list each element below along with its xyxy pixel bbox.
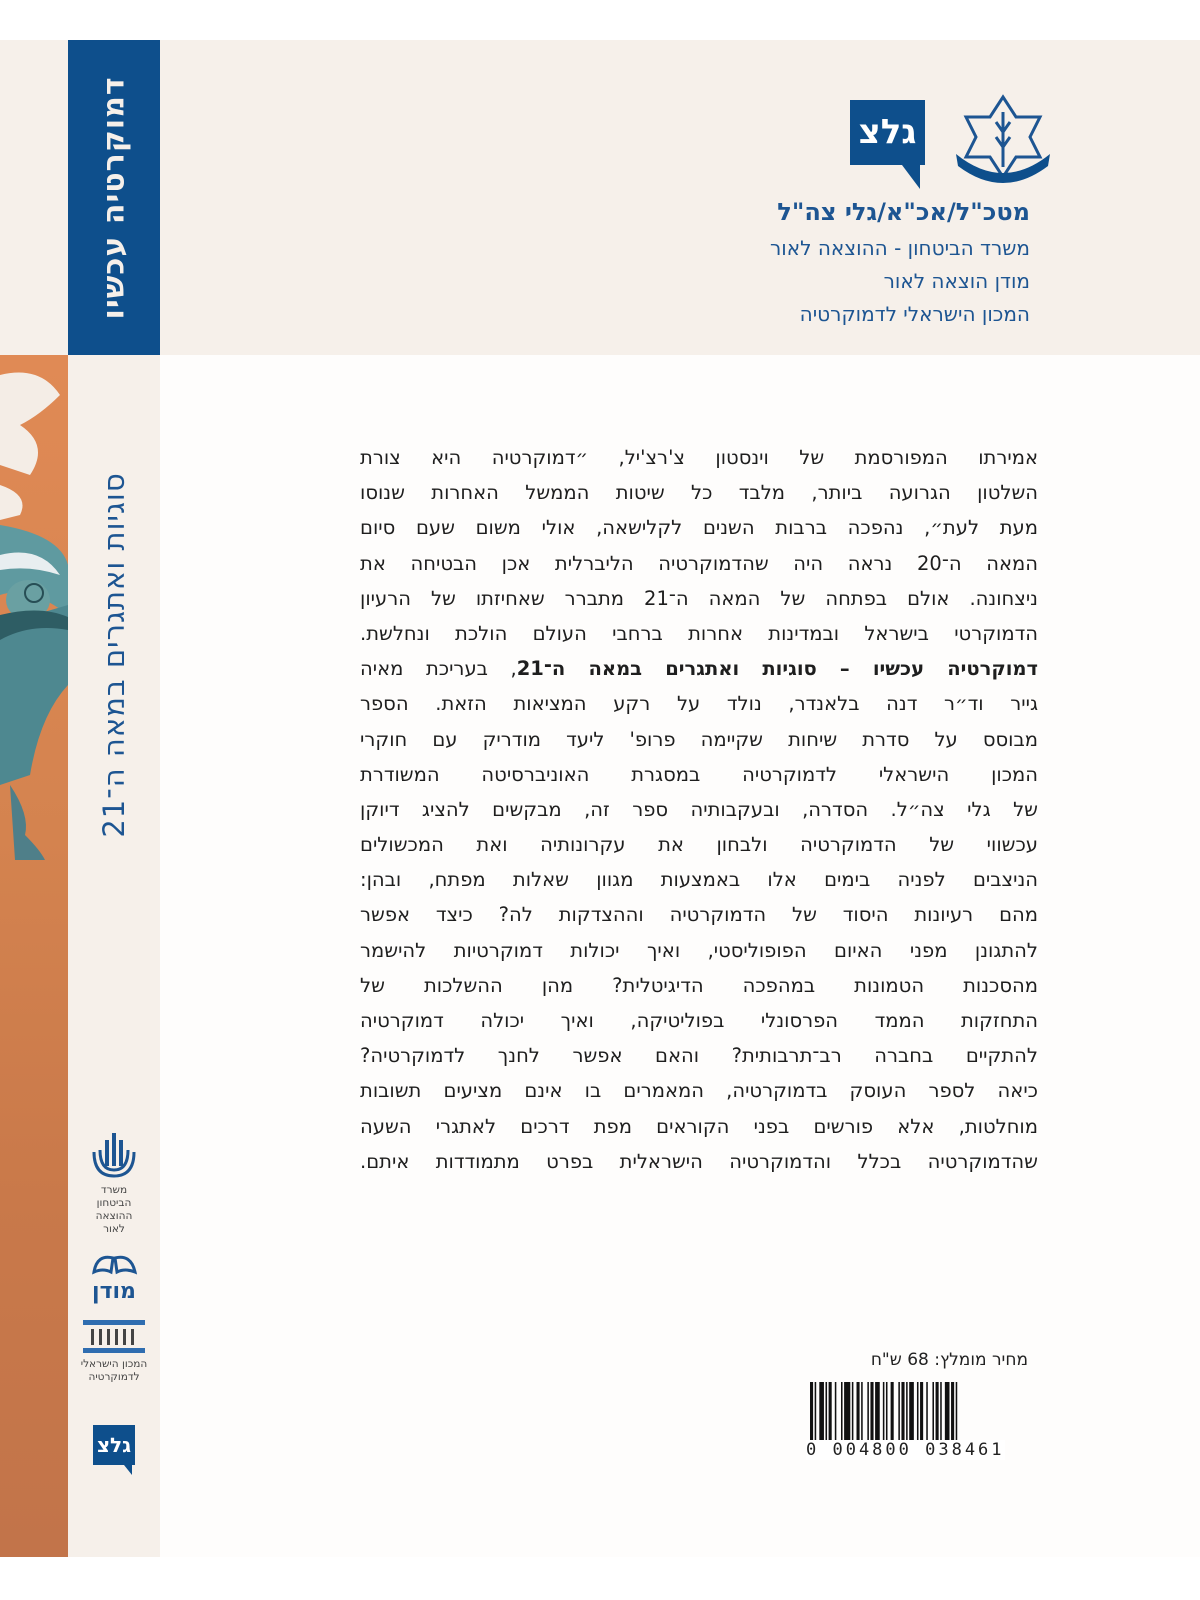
barcode-bar: [883, 1382, 885, 1440]
blurb-line-text: מוחלטות, אלא פורשים בפני הקוראים מפת דרכים לאתגרי השעה: [360, 1114, 1038, 1138]
modan-text: מודן: [92, 1279, 136, 1304]
barcode-bar: [829, 1382, 832, 1440]
barcode-bar: [909, 1382, 914, 1440]
open-book-icon: [89, 1252, 139, 1276]
spine-subtitle: סוגיות ואתגרים במאה ה־21: [97, 472, 131, 838]
blurb-text: [360, 440, 1038, 1179]
blurb-line: [360, 616, 1038, 651]
barcode-digits: 0 004800 038461: [806, 1440, 1005, 1460]
blurb-line-text: הדמוקרטי בישראל ובמדינות אחרות ברחבי העולם הולכת ונחלשת.: [360, 621, 1038, 645]
blurb-line-text: גייר וד״ר דנה בלאנדר, נולד על רקע המציאות הזאת. הספר: [360, 692, 1038, 716]
barcode-bar: [841, 1382, 843, 1440]
publisher-line: משרד הביטחון - ההוצאה לאור: [770, 236, 1030, 260]
modan-logo: [68, 1252, 160, 1304]
barcode-bar: [861, 1382, 863, 1440]
barcode-bar: [857, 1382, 860, 1440]
barcode-bar: [945, 1382, 950, 1440]
galatz-logo: גלצ: [850, 100, 925, 165]
blurb-line: [360, 1073, 1038, 1108]
blurb-line-text: מהם רעיונות היסוד של הדמוקרטיה וההצדקות לה? כיצד אפשר: [360, 903, 1038, 927]
barcode-bar: [870, 1382, 873, 1440]
blurb-line: [360, 546, 1038, 581]
blurb-line: [360, 440, 1038, 475]
blurb-line-text: מעת לעת״, נהפכה ברבות השנים לקלישאה, אולי משום שעם סיום: [360, 516, 1038, 540]
blurb-line: [360, 827, 1038, 862]
blurb-line-text: מבוסס על סדרת שיחות שקיימה פרופ' ליעד מודריק עם חוקרי: [360, 727, 1038, 751]
blurb-line: [360, 757, 1038, 792]
blurb-line: [360, 722, 1038, 757]
mod-publisher-logo: [68, 1130, 160, 1236]
idf-emblem-icon: [948, 92, 1058, 192]
barcode-bar: [875, 1382, 880, 1440]
idi-logo: [68, 1320, 160, 1384]
cover-illustration: [0, 355, 68, 1557]
mod-publisher-text: משרד הביטחון ההוצאה לאור: [95, 1184, 133, 1235]
blurb-line: [360, 933, 1038, 968]
blurb-line-text: להתקיים בחברה רב־תרבותית? והאם אפשר לחנך לדמוקרטיה?: [360, 1044, 1038, 1068]
barcode-bar: [844, 1382, 850, 1440]
barcode-bar: [901, 1382, 904, 1440]
speech-tail-icon: [902, 165, 920, 189]
blurb-line: [360, 475, 1038, 510]
barcode-bar: [867, 1382, 869, 1440]
mod-building-icon: [91, 1130, 137, 1180]
barcode-bar: [819, 1382, 824, 1440]
blurb-line-text: שהדמוקרטיה בכלל והדמוקרטיה הישראלית בפרט מתמודדות איתם.: [360, 1149, 1038, 1173]
idf-emblem: [948, 92, 1058, 192]
blurb-line: [360, 686, 1038, 721]
blurb-line-text: המאה ה־20 נראה היה שהדמוקרטיה הליברלית אכן הבטיחה את: [360, 551, 1039, 575]
blurb-line: [360, 1038, 1038, 1073]
barcode-bar: [926, 1382, 928, 1440]
barcode-bar: [906, 1382, 908, 1440]
blurb-line: [360, 1003, 1038, 1038]
blurb-line-text: כיאה לספר העוסק בדמוקרטיה, המאמרים בו אינם מציעים תשובות: [360, 1079, 1038, 1103]
blurb-line: [360, 1109, 1038, 1144]
idi-text: המכון הישראלי לדמוקרטיה: [80, 1358, 148, 1383]
book-title-bold: דמוקרטיה עכשיו – סוגיות ואתגרים במאה ה־21: [516, 657, 1038, 681]
blurb-line-text: ניצחונה. אולם בפתחה של המאה ה־21 מתברר שאחיזתו של הרעיון: [360, 586, 1038, 610]
blurb-line: [360, 510, 1038, 545]
barcode-bar: [951, 1382, 954, 1440]
illustration-figure: [0, 355, 68, 1557]
blurb-line-text: הניצבים לפניה בימים אלו באמצעות מגוון שאלות מפתח, ובהן:: [360, 868, 1038, 892]
cover-flap-top: [0, 40, 68, 355]
blurb-line: [360, 862, 1038, 897]
blurb-line-text: מהסכנות הטמונות במהפכה הדיגיטלית? מהן ההשלכות של: [360, 973, 1038, 997]
blurb-line-text: של גלי צה״ל. הסדרה, ובעקבותיה ספר זה, מבקשים להציג דיוקן: [360, 797, 1038, 821]
galatz-spine-logo: [68, 1425, 160, 1475]
barcode-bar: [932, 1382, 934, 1440]
blurb-line: [360, 1144, 1038, 1179]
barcode-bar: [936, 1382, 939, 1440]
barcode-bar: [810, 1382, 813, 1440]
publisher-line: המכון הישראלי לדמוקרטיה: [799, 302, 1030, 326]
barcode-bar: [956, 1382, 958, 1440]
blurb-line-text: עכשווי של הדמוקרטיה ולבחון את עקרונותיה ואת המכשולים: [360, 833, 1038, 857]
barcode-bar: [815, 1382, 817, 1440]
blurb-line: [360, 581, 1038, 616]
barcode: [810, 1382, 1028, 1440]
barcode-bar: [920, 1382, 923, 1440]
barcode-bar: [835, 1382, 837, 1440]
barcode-bar: [898, 1382, 900, 1440]
spine-title: דמוקרטיה עכשיו: [96, 76, 132, 320]
barcode-bar: [940, 1382, 942, 1440]
publisher-line: מודן הוצאה לאור: [883, 269, 1030, 293]
back-cover-header: [160, 40, 1200, 355]
galatz-spine-text: גלצ: [93, 1425, 135, 1465]
blurb-line-text: התחזקות הממד הפרסונלי בפוליטיקה, ואיך יכולה דמוקרטיה: [360, 1009, 1038, 1032]
blurb-line-text: השלטון הגרועה ביותר, מלבד כל שיטות הממשל האחרות שנוסו: [360, 481, 1038, 505]
barcode-bar: [826, 1382, 828, 1440]
blurb-line: [360, 968, 1038, 1003]
speech-tail-icon: [124, 1465, 132, 1475]
barcode-bar: [917, 1382, 919, 1440]
blurb-line-text: אמירתו המפורסמת של וינסטון צ'רצ'יל, ״דמוקרטיה היא צורת: [360, 446, 1038, 469]
barcode-bar: [852, 1382, 854, 1440]
blurb-line-text: להתגונן מפני האיום הפופוליסטי, ואיך יכולות דמוקרטיות להישמר: [360, 938, 1038, 962]
blurb-line: [360, 897, 1038, 932]
blurb-line: [360, 651, 1038, 686]
barcode-bar: [891, 1382, 894, 1440]
barcode-bar: [886, 1382, 888, 1440]
idi-pillars-icon: [83, 1320, 145, 1354]
blurb-line-text: , בעריכת מאיה: [360, 657, 517, 681]
blurb-line-text: המכון הישראלי לדמוקרטיה במסגרת האוניברסיטה המשודרת: [360, 762, 1038, 786]
blurb-line: [360, 792, 1038, 827]
publisher-org: מטכ"ל/אכ"א/גלי צה"ל: [777, 198, 1030, 226]
recommended-price: מחיר מומלץ: 68 ש"ח: [870, 1350, 1028, 1370]
